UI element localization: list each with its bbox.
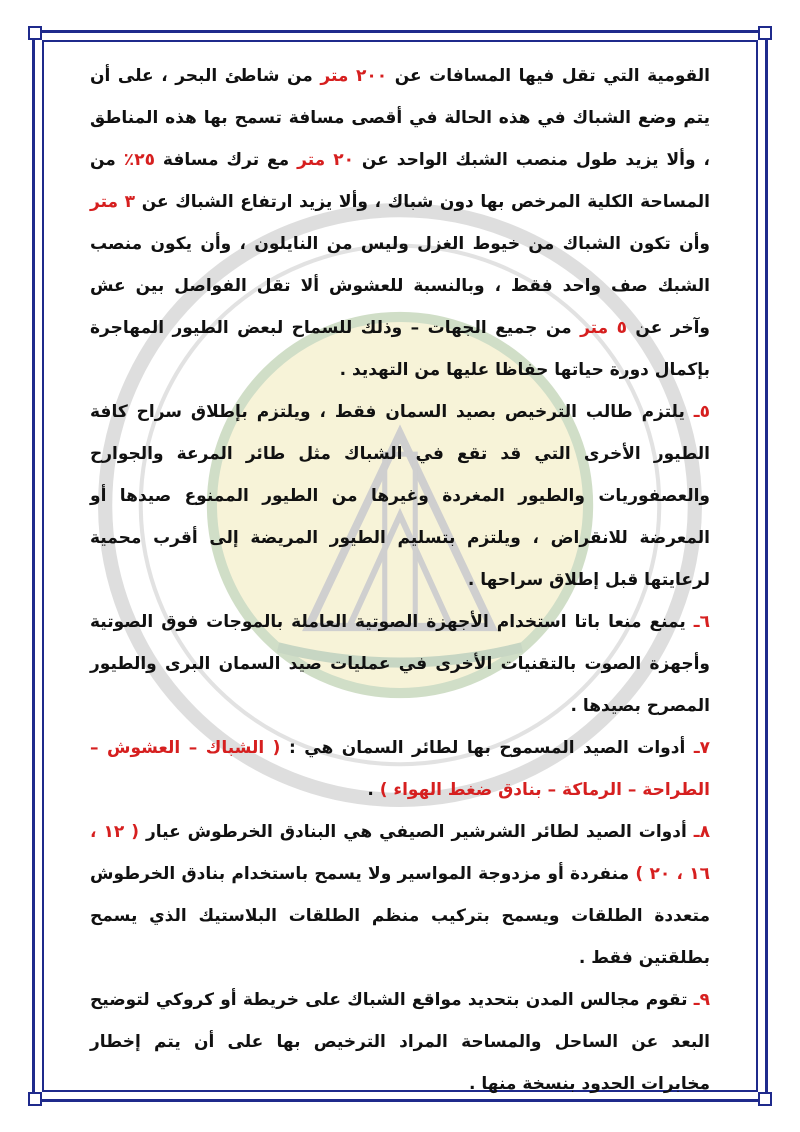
paragraph-text: القومية التي تقل فيها المسافات عن (387, 66, 710, 86)
highlighted-text: ٩ـ (693, 990, 710, 1010)
highlighted-text: ٨ـ (693, 822, 710, 842)
paragraph-text: من جميع الجهات – وذلك للسماح لبعض الطيور المهاجرة بإكمال دورة حياتها حفاظا عليها من التهديد . (90, 318, 710, 380)
paragraph-text: مع ترك مسافة (154, 150, 298, 170)
highlighted-text: ٢٠ متر (297, 150, 354, 170)
paragraph-text: منفردة أو مزدوجة المواسير ولا يسمح باستخدام بنادق الخرطوش متعددة الطلقات ويسمح بتركيب منظم الطلقات البلاستيك الذي يسمح بطلقتين فقط . (90, 864, 710, 968)
paragraph-text: تقوم مجالس المدن بتحديد مواقع الشباك على خريطة أو كروكي لتوضيح البعد عن الساحل والمساحة المراد الترخيص بها على أن يتم إخطار مخابرات الحدود بنسخة منها . (90, 990, 710, 1094)
paragraph-text: من المساحة الكلية المرخص بها دون شباك ، وألا يزيد ارتفاع الشباك عن (90, 150, 710, 212)
paragraph-p9 (90, 979, 710, 1105)
highlighted-text: ٣ متر (90, 192, 136, 212)
document-body (90, 55, 710, 1105)
border-corner-ornament (758, 26, 772, 40)
highlighted-text: ٥ متر (580, 318, 627, 338)
border-corner-ornament (758, 1092, 772, 1106)
paragraph-p8 (90, 811, 710, 979)
highlighted-text: ( ١٢ ، ١٦ ، ٢٠ ) (90, 822, 711, 884)
highlighted-text: ٦ـ (693, 612, 710, 632)
highlighted-text: ٥ـ (693, 402, 710, 422)
highlighted-text: ٢٥٪ (123, 150, 155, 170)
paragraph-p6 (90, 601, 710, 727)
paragraph-p7 (90, 727, 710, 811)
paragraph-text: أدوات الصيد لطائر الشرشير الصيفي هي البنادق الخرطوش عيار (138, 822, 694, 842)
paragraph-text: وأن تكون الشباك من خيوط الغزل وليس من النايلون ، وأن يكون منصب الشبك صف واحد فقط ، وبالنسبة للعشوش ألا تقل الفواصل بين عش وآخر عن (90, 234, 710, 338)
highlighted-text: ٧ـ (693, 738, 711, 758)
paragraph-text: يمنع منعا باتا استخدام الأجهزة الصوتية العاملة بالموجات فوق الصوتية وأجهزة الصوت بالتقنيات الأخرى في عمليات صيد السمان البرى والطيور المصرح بصيدها . (90, 612, 710, 716)
paragraph-p-top (90, 55, 710, 391)
border-corner-ornament (28, 1092, 42, 1106)
paragraph-text: . (367, 780, 380, 800)
border-corner-ornament (28, 26, 42, 40)
paragraph-text: من شاطئ البحر ، على أن يتم وضع الشباك في هذه الحالة في أقصى مسافة تسمح بها هذه المناطق ، وألا يزيد طول منصب الشبك الواحد عن (90, 66, 710, 170)
highlighted-text: ( الشباك – العشوش – الطراحة – الرماكة – بنادق ضغط الهواء ) (90, 738, 710, 800)
paragraph-text: يلتزم طالب الترخيص بصيد السمان فقط ، ويلتزم بإطلاق سراح كافة الطيور الأخرى التي قد تقع في الشباك مثل طائر المرعة والجوارح والعصفوريات والطيور المغردة وغيرها من الطيور الممنوع صيدها أو المعرضة للانقراض ، ويلتزم بتسليم الطيور المريضة إلى أقرب محمية لرعايتها قبل إطلاق سراحها . (90, 402, 710, 590)
highlighted-text: ٢٠٠ متر (320, 66, 388, 86)
paragraph-p5 (90, 391, 710, 601)
paragraph-text: أدوات الصيد المسموح بها لطائر السمان هي : (280, 738, 694, 758)
